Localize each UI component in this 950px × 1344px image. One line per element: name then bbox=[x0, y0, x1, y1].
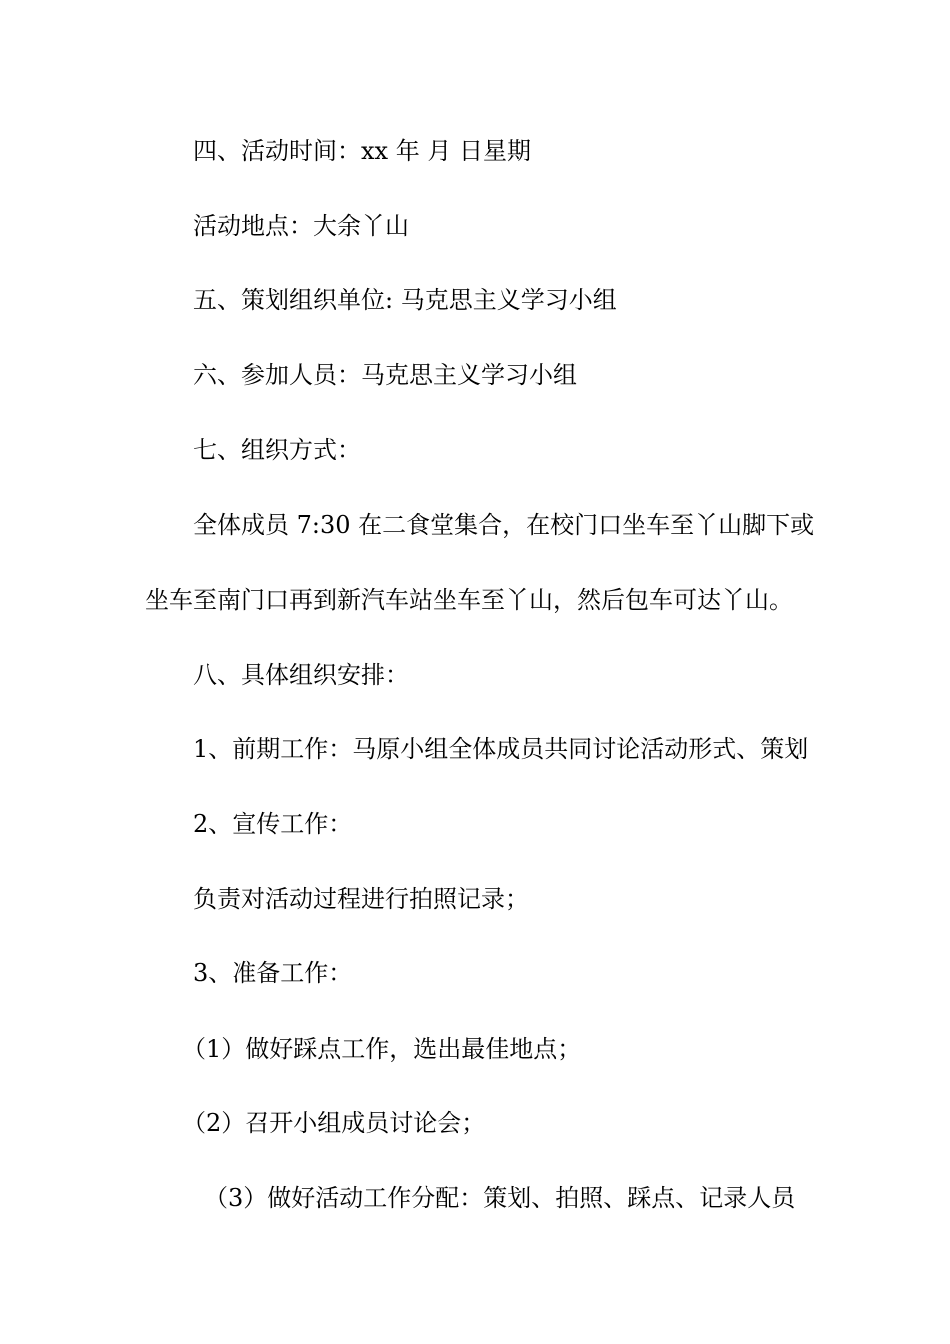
preparation-item-1: （1）做好踩点工作，选出最佳地点； bbox=[182, 1035, 582, 1063]
participants-line: 六、参加人员：马克思主义学习小组 bbox=[193, 361, 577, 389]
preparation-item-2: （2）召开小组成员讨论会； bbox=[182, 1109, 486, 1137]
publicity-work-heading: 2、宣传工作： bbox=[193, 810, 353, 838]
arrangement-heading: 八、具体组织安排： bbox=[193, 661, 409, 689]
activity-time-line: 四、活动时间：xx 年 月 日星期 bbox=[193, 137, 531, 165]
preliminary-work-line: 1、前期工作：马原小组全体成员共同讨论活动形式、策划 bbox=[193, 735, 809, 763]
assembly-paragraph-line-2: 坐车至南门口再到新汽车站坐车至丫山，然后包车可达丫山。 bbox=[145, 586, 793, 614]
preparation-work-heading: 3、准备工作： bbox=[193, 959, 353, 987]
preparation-item-3: （3）做好活动工作分配：策划、拍照、踩点、记录人员 bbox=[204, 1184, 796, 1212]
organizer-line: 五、策划组织单位: 马克思主义学习小组 bbox=[193, 286, 617, 314]
assembly-paragraph-line-1: 全体成员 7:30 在二食堂集合，在校门口坐车至丫山脚下或 bbox=[193, 511, 815, 539]
photo-record-line: 负责对活动过程进行拍照记录； bbox=[193, 885, 529, 913]
activity-location-line: 活动地点：大余丫山 bbox=[193, 212, 409, 240]
organization-method-heading: 七、组织方式： bbox=[193, 436, 361, 464]
